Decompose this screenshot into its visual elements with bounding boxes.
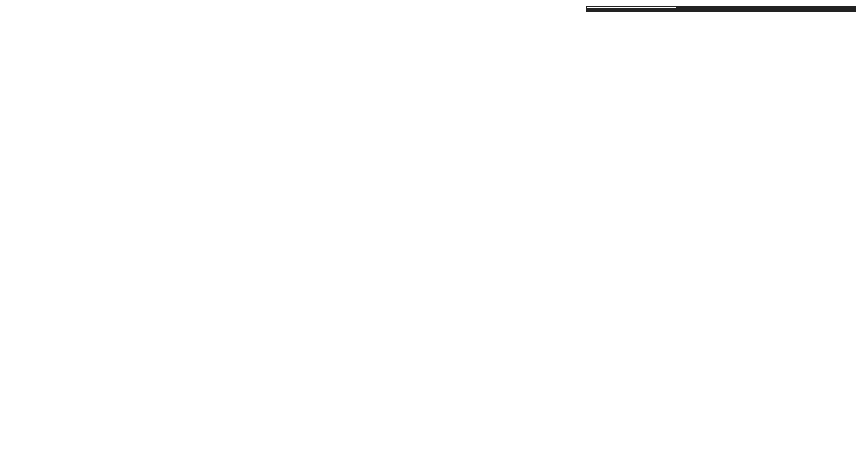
afternoon-service-column: [288, 0, 570, 464]
cell: [587, 11, 677, 12]
order-of-worship-column: [0, 0, 282, 464]
church-news-column: [578, 0, 860, 464]
cell: [766, 11, 856, 12]
cell: [676, 11, 766, 12]
service-schedule-table: [586, 6, 856, 12]
